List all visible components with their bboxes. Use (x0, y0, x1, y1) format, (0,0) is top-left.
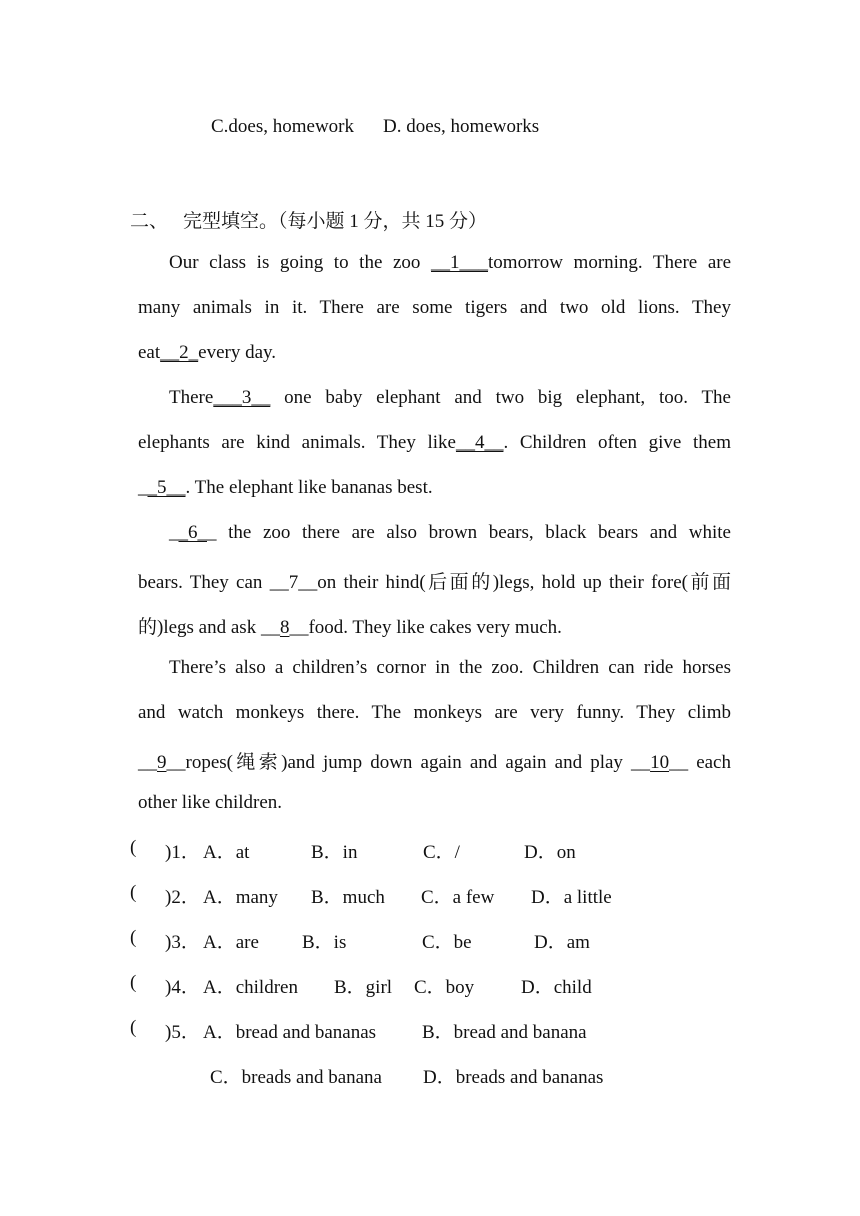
option-a[interactable]: A．many (203, 887, 278, 908)
option-a[interactable]: A．bread and bananas (203, 1022, 377, 1043)
blank-3[interactable]: ___3__ (213, 387, 271, 408)
option-d[interactable]: D．on (524, 842, 576, 863)
blank-2[interactable]: __2_ (160, 342, 199, 363)
option-c-top: C.does, homework (211, 116, 355, 137)
passage-line: many animals in it. There are some tigers and two old lions. They (138, 297, 731, 318)
blank-9[interactable]: 9 (157, 752, 167, 773)
option-b[interactable]: B．is (302, 932, 347, 953)
passage-line: bears. They can __7__on their hind(后面的)legs, hold up their fore(前面 (138, 572, 731, 593)
blank-4[interactable]: __4__ (455, 432, 504, 453)
question-number: )4． (165, 977, 200, 998)
question-number: )5． (165, 1022, 200, 1043)
option-d[interactable]: D．am (534, 932, 590, 953)
passage-line: There’s also a children’s cornor in the zoo. Children can ride horses (169, 657, 731, 678)
blank-6[interactable]: _6_ (178, 522, 207, 543)
passage-line: and watch monkeys there. The monkeys are very funny. They climb (138, 702, 731, 723)
passage-line: __6__ the zoo there are also brown bears, black bears and white (169, 522, 731, 543)
option-c[interactable]: C．be (422, 932, 472, 953)
option-a[interactable]: A．are (203, 932, 259, 953)
passage-line: __9__ropes(绳索)and jump down again and again and play __10__ each (138, 752, 731, 773)
answer-paren[interactable]: ( (130, 927, 137, 948)
blank-10[interactable]: 10 (650, 752, 670, 773)
option-c[interactable]: C．/ (423, 842, 460, 863)
option-c[interactable]: C．breads and banana (210, 1067, 382, 1088)
option-d[interactable]: D．child (521, 977, 592, 998)
section-title: 完型填空。（每小题 1 分，共 15 分） (183, 211, 488, 232)
passage-line: There___3__ one baby elephant and two big elephant, too. The (169, 387, 731, 408)
passage-line: 的)legs and ask __8__food. They like cakes very much. (138, 617, 562, 638)
passage-line: __5__. The elephant like bananas best. (138, 477, 433, 498)
option-c[interactable]: C．boy (414, 977, 475, 998)
option-d[interactable]: D．a little (531, 887, 612, 908)
question-number: )3． (165, 932, 200, 953)
passage-line: elephants are kind animals. They like__4__. Children often give them (138, 432, 731, 453)
question-number: )1． (165, 842, 200, 863)
option-c[interactable]: C．a few (421, 887, 495, 908)
answer-paren[interactable]: ( (130, 837, 137, 858)
option-d-top: D. does, homeworks (383, 116, 540, 137)
blank-1[interactable]: __1___ (431, 252, 489, 273)
option-a[interactable]: A．at (203, 842, 250, 863)
answer-paren[interactable]: ( (130, 882, 137, 903)
option-b[interactable]: B．bread and banana (422, 1022, 587, 1043)
section-number: 二、 (130, 211, 169, 232)
passage-line: Our class is going to the zoo __1___tomorrow morning. There are (169, 252, 732, 273)
option-b[interactable]: B．much (311, 887, 385, 908)
question-number: )2． (165, 887, 200, 908)
option-b[interactable]: B．girl (334, 977, 393, 998)
answer-paren[interactable]: ( (130, 1017, 137, 1038)
blank-5[interactable]: _5__ (147, 477, 186, 498)
passage-line: other like children. (138, 792, 283, 813)
passage-line: eat__2_every day. (138, 342, 277, 363)
option-d[interactable]: D．breads and bananas (423, 1067, 604, 1088)
option-b[interactable]: B．in (311, 842, 358, 863)
option-a[interactable]: A．children (203, 977, 298, 998)
answer-paren[interactable]: ( (130, 972, 137, 993)
blank-8[interactable]: 8 (279, 617, 290, 638)
